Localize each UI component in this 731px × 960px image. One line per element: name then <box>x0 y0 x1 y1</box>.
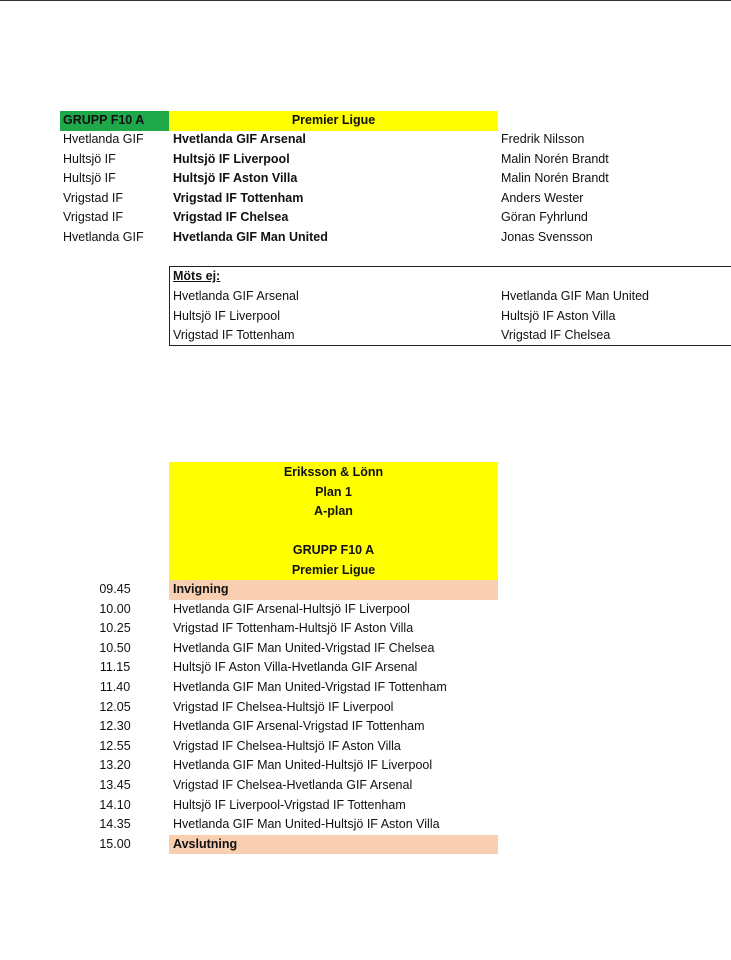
schedule-match: Hultsjö IF Liverpool-Vrigstad IF Tottenham <box>173 797 406 812</box>
mots-ej-team-left: Vrigstad IF Tottenham <box>173 328 295 343</box>
schedule-time: 12.05 <box>99 699 131 714</box>
team-name: Vrigstad IF Chelsea <box>173 210 289 225</box>
mots-ej-team-right: Hvetlanda GIF Man United <box>501 289 649 303</box>
team-leader: Göran Fyhrlund <box>501 210 588 225</box>
mots-ej-title: Möts ej: <box>173 269 221 283</box>
schedule-match: Hvetlanda GIF Man United-Vrigstad IF Tottenham <box>173 680 447 694</box>
mots-ej-team-right: Vrigstad IF Chelsea <box>501 328 611 343</box>
schedule-header-line: A-plan <box>314 504 353 519</box>
schedule-match: Vrigstad IF Chelsea-Hvetlanda GIF Arsenal <box>173 778 413 792</box>
schedule-time: 14.10 <box>99 797 131 812</box>
team-leader: Malin Norén Brandt <box>501 151 609 166</box>
schedule-time: 13.20 <box>99 758 131 773</box>
schedule-header-line <box>169 522 498 542</box>
page-top-border <box>0 0 731 1</box>
schedule-time: 10.25 <box>99 621 131 636</box>
schedule-header-line: Premier Ligue <box>291 562 376 577</box>
schedule-match: Hvetlanda GIF Man United-Hultsjö IF Aston Villa <box>173 817 440 832</box>
schedule-match: Hvetlanda GIF Man United-Vrigstad IF Chelsea <box>173 640 435 655</box>
team-club: Hvetlanda GIF <box>63 132 144 146</box>
schedule-match: Hvetlanda GIF Arsenal-Vrigstad IF Tottenham <box>173 719 425 734</box>
schedule-event: Avslutning <box>169 835 498 855</box>
team-club: Hultsjö IF <box>63 151 116 166</box>
team-name: Hultsjö IF Aston Villa <box>173 171 298 186</box>
team-name: Hvetlanda GIF Man United <box>173 230 328 244</box>
team-club: Vrigstad IF <box>63 190 123 205</box>
schedule-match: Vrigstad IF Chelsea-Hultsjö IF Liverpool <box>173 699 394 714</box>
schedule-time: 11.15 <box>99 660 131 675</box>
mots-ej-team-left: Hvetlanda GIF Arsenal <box>173 289 299 303</box>
team-club: Vrigstad IF <box>63 210 123 225</box>
team-club: Hultsjö IF <box>63 171 116 186</box>
schedule-match: Vrigstad IF Tottenham-Hultsjö IF Aston Villa <box>173 621 414 636</box>
team-leader: Anders Wester <box>501 190 584 205</box>
schedule-header-line: Eriksson & Lönn <box>283 465 384 479</box>
team-name: Vrigstad IF Tottenham <box>173 190 304 205</box>
schedule-header <box>169 462 498 580</box>
schedule-match: Hvetlanda GIF Man United-Hultsjö IF Liverpool <box>173 758 433 773</box>
team-leader: Fredrik Nilsson <box>501 132 585 146</box>
team-leader: Malin Norén Brandt <box>501 171 609 186</box>
group-label: GRUPP F10 A <box>60 111 169 131</box>
schedule-match: Hultsjö IF Aston Villa-Hvetlanda GIF Arsenal <box>173 660 418 675</box>
schedule-time: 10.00 <box>99 601 131 616</box>
team-name: Hultsjö IF Liverpool <box>173 151 290 166</box>
schedule-time: 12.30 <box>99 719 131 734</box>
league-header: Premier Ligue <box>169 111 498 131</box>
schedule-match: Hvetlanda GIF Arsenal-Hultsjö IF Liverpool <box>173 601 410 616</box>
schedule-time: 11.40 <box>99 680 131 694</box>
team-leader: Jonas Svensson <box>501 230 593 244</box>
schedule-event: Invigning <box>169 580 498 600</box>
schedule-time: 12.55 <box>99 738 131 753</box>
mots-ej-team-right: Hultsjö IF Aston Villa <box>501 308 616 323</box>
schedule-header-line: Plan 1 <box>315 484 352 499</box>
schedule-header-line: GRUPP F10 A <box>292 543 375 558</box>
schedule-time: 10.50 <box>99 640 131 655</box>
schedule-time: 15.00 <box>99 836 131 851</box>
schedule-time: 09.45 <box>99 582 131 596</box>
team-name: Hvetlanda GIF Arsenal <box>173 132 306 146</box>
schedule-time: 13.45 <box>99 778 131 792</box>
mots-ej-team-left: Hultsjö IF Liverpool <box>173 308 280 323</box>
schedule-match: Vrigstad IF Chelsea-Hultsjö IF Aston Villa <box>173 738 401 753</box>
team-club: Hvetlanda GIF <box>63 230 144 244</box>
schedule-time: 14.35 <box>99 817 131 832</box>
